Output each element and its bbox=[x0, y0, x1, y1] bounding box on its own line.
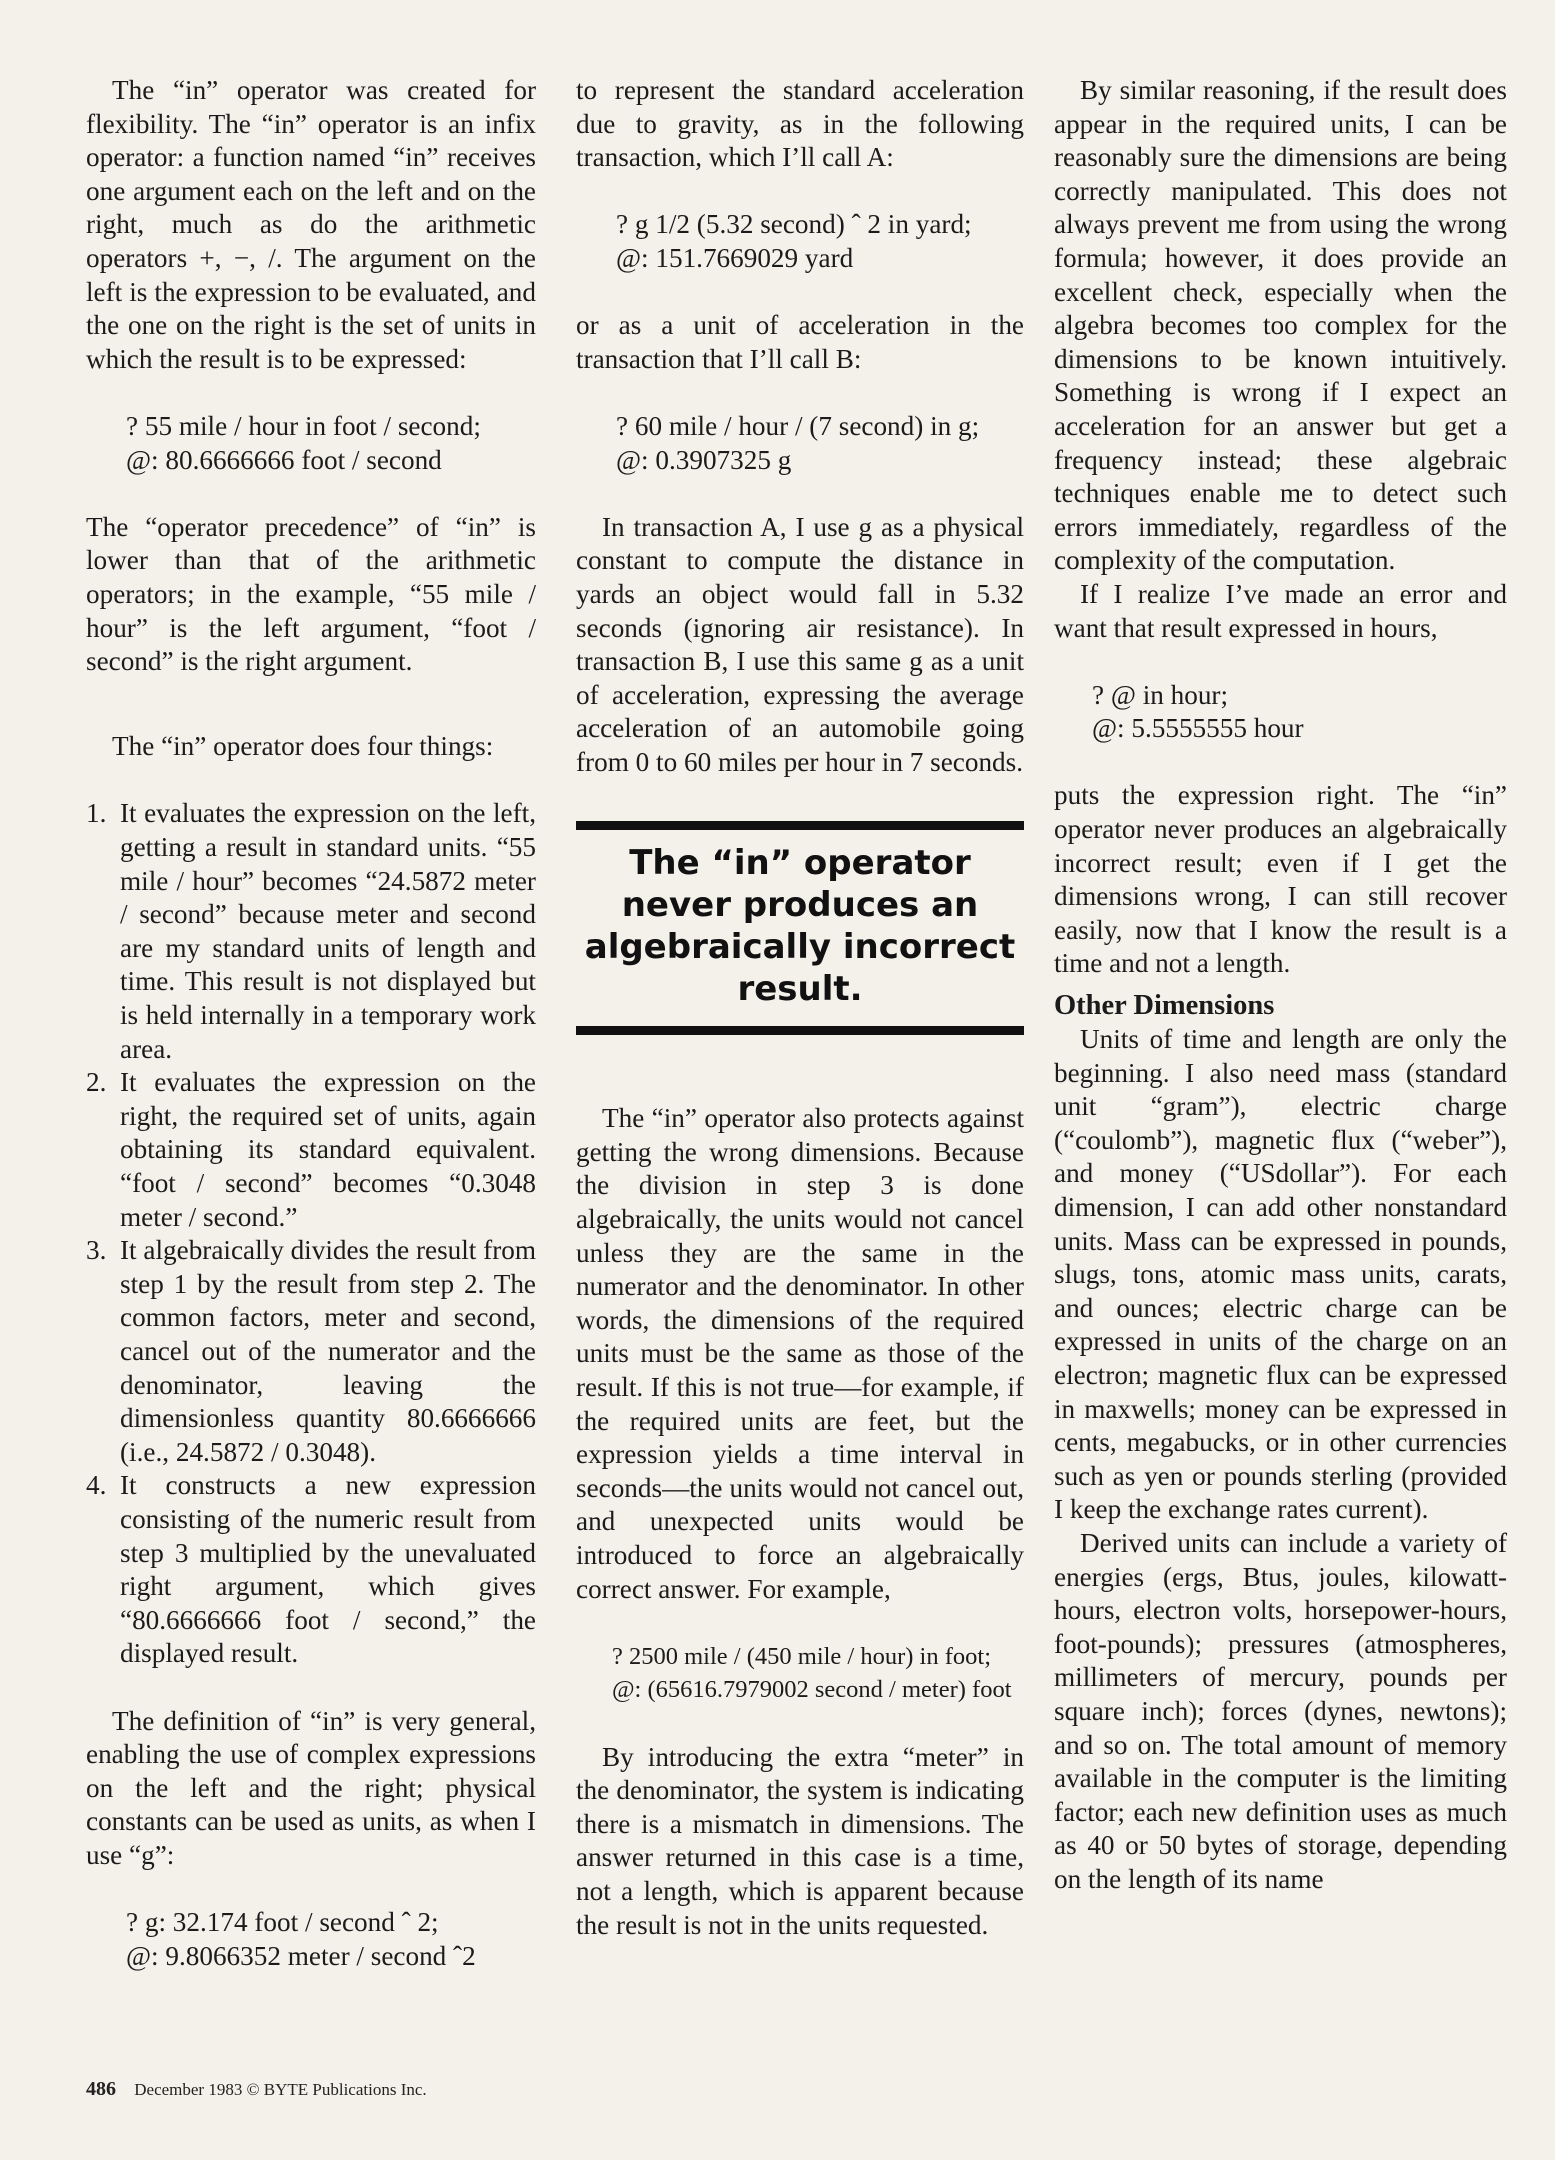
list-item-text: It evaluates the expression on the right, the required set of units, again obtaining its standard equivalent. “foot / second” becomes “0.3048 meter / second.” bbox=[120, 1067, 536, 1232]
list-item bbox=[86, 1234, 536, 1469]
code-line: @: 0.3907325 g bbox=[616, 444, 792, 475]
list-number: 4. bbox=[86, 1470, 107, 1501]
paragraph: or as a unit of acceleration in the transaction that I’ll call B: bbox=[576, 310, 1024, 374]
list-item bbox=[86, 797, 536, 1066]
paragraph: If I realize I’ve made an error and want that result expressed in hours, bbox=[1054, 578, 1507, 643]
list-item bbox=[86, 1066, 536, 1234]
section-heading: Other Dimensions bbox=[1054, 990, 1275, 1022]
paragraph: The “operator precedence” of “in” is lower than that of the arithmetic operators; in the example, “55 mile / hour” is the left argument, “foot / second” is the right argument. bbox=[86, 511, 536, 677]
paragraph: By similar reasoning, if the result does appear in the required units, I can be reasonably sure the dimensions are being correctly manipulated. This does not always prevent me from using the wrong formula; however, it does provide an excellent check, especially when the algebra becomes too complex for the dimensions to be known intuitively. Something is wrong if I expect an acceleration for an answer but get a frequency instead; these algebraic techniques enable me to detect such errors immediately, regardless of the complexity of the computation. bbox=[1054, 75, 1507, 576]
list-item-text: It algebraically divides the result from step 1 by the result from step 2. The common factors, meter and second, cancel out of the numerator and the denominator, leaving the dimensionless quantity 80.6666666 (i.e., 24.5872 / 0.3048). bbox=[120, 1235, 536, 1467]
paragraph: In transaction A, I use g as a physical constant to compute the distance in yards an object would fall in 5.32 seconds (ignoring air resistance). In transaction B, I use this same g as a unit of acceleration, expressing the average acceleration of an automobile going from 0 to 60 miles per hour in 7 seconds. bbox=[576, 511, 1024, 777]
code-line: ? g: 32.174 foot / second ˆ 2; bbox=[126, 1907, 439, 1938]
paragraph: to represent the standard acceleration due to gravity, as in the following transaction, which I’ll call A: bbox=[576, 75, 1024, 173]
list-item-text: It evaluates the expression on the left, getting a result in standard units. “55 mile / hour” becomes “24.5872 meter / second” because meter and second are my standard units of length and time. This result is not displayed but is held internally in a temporary work area. bbox=[120, 798, 536, 1064]
list-item-text: It constructs a new expression consisting of the numeric result from step 3 multiplied by the unevaluated right argument, which gives “80.6666666 foot / second,” the displayed result. bbox=[120, 1470, 536, 1669]
footer-credit: December 1983 © BYTE Publications Inc. bbox=[134, 2080, 427, 2099]
column-2 bbox=[576, 74, 1024, 1942]
column-1 bbox=[86, 74, 536, 1973]
list-number: 2. bbox=[86, 1067, 107, 1098]
list-item bbox=[86, 1469, 536, 1671]
code-line: ? @ in hour; bbox=[1092, 679, 1229, 710]
column-3 bbox=[1054, 74, 1507, 1896]
paragraph: The definition of “in” is very general, enabling the use of complex expressions on the left and the right; physical constants can be used as units, as when I use “g”: bbox=[86, 1705, 536, 1870]
page-footer bbox=[86, 2078, 427, 2101]
code-line: @: 9.8066352 meter / second ˆ2 bbox=[126, 1940, 476, 1971]
numbered-list bbox=[86, 797, 536, 1670]
pull-quote: The “in” operator never produces an algebraically incorrect result. bbox=[576, 821, 1024, 1035]
code-line: @: 5.5555555 hour bbox=[1092, 713, 1304, 744]
paragraph: puts the expression right. The “in” operator never produces an algebraically incorrect result; even if I get the dimensions wrong, I can still recover easily, now that I know the result is a time and not a length. bbox=[1054, 780, 1507, 979]
paragraph: The “in” operator does four things: bbox=[112, 731, 494, 762]
code-line: ? 2500 mile / (450 mile / hour) in foot; bbox=[612, 1642, 992, 1670]
code-line: @: 151.7669029 yard bbox=[616, 242, 854, 273]
page-number: 486 bbox=[86, 2078, 116, 2100]
code-line: ? 60 mile / hour / (7 second) in g; bbox=[616, 410, 980, 441]
paragraph: By introducing the extra “meter” in the denominator, the system is indicating there is a mismatch in dimensions. The answer returned in this case is a time, not a length, which is apparent because the result is not in the units requested. bbox=[576, 1741, 1024, 1940]
list-number: 3. bbox=[86, 1235, 107, 1266]
code-line: ? g 1/2 (5.32 second) ˆ 2 in yard; bbox=[616, 209, 972, 240]
paragraph: The “in” operator was created for flexibility. The “in” operator is an infix operator: a function named “in” receives one argument each on the left and on the right, much as do the arithmetic operators +, −, /. The argument on the left is the expression to be evaluated, and the one on the right is the set of units in which the result is to be expressed: bbox=[86, 75, 536, 374]
paragraph: Derived units can include a variety of energies (ergs, Btus, joules, kilowatt-hours, electron volts, horsepower-hours, foot-pounds); pressures (atmospheres, millimeters of mercury, pounds per square inch); forces (dynes, newtons); and so on. The total amount of memory available in the computer is the limiting factor; each new definition uses as much as 40 or 50 bytes of storage, depending on the length of its name bbox=[1054, 1527, 1507, 1894]
code-line: ? 55 mile / hour in foot / second; bbox=[126, 410, 481, 441]
code-line: @: (65616.7979002 second / meter) foot bbox=[612, 1676, 1012, 1704]
paragraph: Units of time and length are only the beginning. I also need mass (standard unit “gram”), electric charge (“coulomb”), magnetic flux (“weber”), and money (“USdollar”). For each dimension, I can add other nonstandard units. Mass can be expressed in pounds, slugs, tons, atomic mass units, carats, and ounces; electric charge can be expressed in units of the charge on an electron; magnetic flux can be expressed in maxwells; money can be expressed in cents, megabucks, or in other currencies such as yen or pounds sterling (provided I keep the exchange rates current). bbox=[1054, 1024, 1507, 1525]
list-number: 1. bbox=[86, 798, 107, 829]
code-line: @: 80.6666666 foot / second bbox=[126, 444, 442, 475]
paragraph: The “in” operator also protects against getting the wrong dimensions. Because the division in step 3 is done algebraically, the units would not cancel unless they are the same in the numerator and the denominator. In other words, the dimensions of the required units must be the same as those of the result. If this is not true—for example, if the required units are feet, but the expression yields a time interval in seconds—the units would not cancel out, and unexpected units would be introduced to force an algebraically correct answer. For example, bbox=[576, 1103, 1024, 1604]
